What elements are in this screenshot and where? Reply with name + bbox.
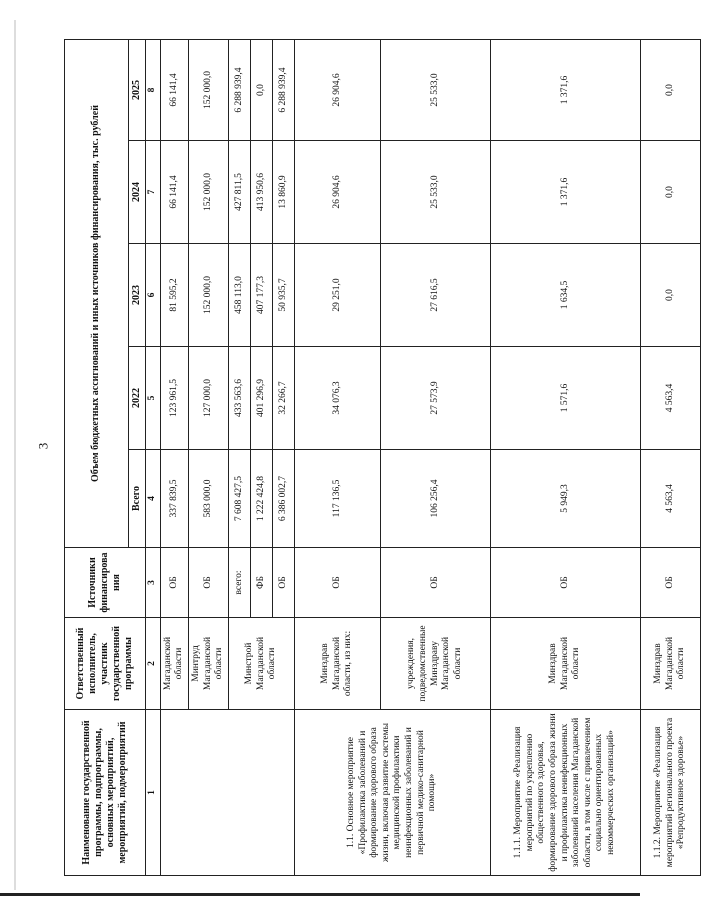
column-number-row — [146, 40, 161, 876]
row-name: 1.1. Основное мероприятие «Профилактика заболеваний и формирование здорового образа жизни, включая развитие системы медицинской профилактики неинфекционных заболеваний и первичной медико-санитарной помощи» — [294, 710, 490, 876]
col-number: 2 — [146, 618, 161, 710]
row-source: ОБ — [380, 548, 490, 618]
row-value: 1 371,6 — [490, 141, 640, 244]
row-value: 1 371,6 — [490, 40, 640, 141]
header-volume: Объем бюджетных ассигнований и иных источников финансирования, тыс. рублей — [65, 40, 129, 548]
table-row — [640, 40, 700, 876]
row-source: ФБ — [250, 548, 272, 618]
col-number: 7 — [146, 141, 161, 244]
table-row — [490, 40, 640, 876]
row-value: 27 616,5 — [380, 244, 490, 347]
row-value: 0,0 — [640, 244, 700, 347]
col-number: 1 — [146, 710, 161, 876]
row-responsible: Минздрав Магаданской области, из них: — [294, 618, 380, 710]
row-value: 433 563,6 — [228, 347, 250, 450]
bottom-rule — [0, 893, 640, 896]
row-source: ОБ — [160, 548, 188, 618]
row-value: 4 563,4 — [640, 347, 700, 450]
budget-table — [64, 39, 701, 876]
col-number: 4 — [146, 450, 161, 548]
col-number: 8 — [146, 40, 161, 141]
row-name: 1.1.2. Мероприятие «Реализация мероприятий регионального проекта «Репродуктивное здоровье» — [640, 710, 700, 876]
row-value: 0,0 — [640, 141, 700, 244]
row-value: 66 141,4 — [160, 40, 188, 141]
row-value: 0,0 — [250, 40, 272, 141]
header-total: Всего — [129, 450, 146, 548]
row-value: 458 113,0 — [228, 244, 250, 347]
row-value: 401 296,9 — [250, 347, 272, 450]
row-value: 337 839,5 — [160, 450, 188, 548]
row-value: 6 386 002,7 — [272, 450, 294, 548]
table-row — [160, 40, 188, 876]
row-value: 127 000,0 — [188, 347, 228, 450]
row-responsible: Минздрав Магаданской области — [640, 618, 700, 710]
row-value: 6 288 939,4 — [272, 40, 294, 141]
row-value: 117 136,5 — [294, 450, 380, 548]
table-row — [294, 40, 380, 876]
row-value: 1 222 424,8 — [250, 450, 272, 548]
row-value: 1 571,6 — [490, 347, 640, 450]
row-value: 123 961,5 — [160, 347, 188, 450]
row-value: 26 904,6 — [294, 141, 380, 244]
row-value: 0,0 — [640, 40, 700, 141]
row-value: 25 533,0 — [380, 40, 490, 141]
row-name: 1.1.1. Мероприятие «Реализация мероприятий по укреплению общественного здоровья, формирование здорового образа жизни и профилактика неинфекционных заболеваний населения Магаданской области, в том числе с привлечением социально ориентированных некоммерческих организаций» — [490, 710, 640, 876]
row-value: 50 935,7 — [272, 244, 294, 347]
row-value: 26 904,6 — [294, 40, 380, 141]
row-value: 152 000,0 — [188, 141, 228, 244]
page-number: 3 — [35, 442, 51, 450]
row-responsible: Магаданской области — [160, 618, 188, 710]
row-value: 106 256,4 — [380, 450, 490, 548]
row-value: 7 608 427,5 — [228, 450, 250, 548]
header-year: 2023 — [129, 244, 146, 347]
rotated-page — [64, 40, 687, 876]
header-name: Наименование государственной программы, подпрограммы, основных мероприятий, мероприятий, подмероприятий — [65, 710, 146, 876]
row-value: 413 950,6 — [250, 141, 272, 244]
row-value: 152 000,0 — [188, 244, 228, 347]
row-value: 29 251,0 — [294, 244, 380, 347]
row-value: 583 000,0 — [188, 450, 228, 548]
row-source: всего: — [228, 548, 250, 618]
row-source: ОБ — [272, 548, 294, 618]
row-source: ОБ — [294, 548, 380, 618]
row-responsible: Минстрой Магаданской области — [228, 618, 294, 710]
col-number: 6 — [146, 244, 161, 347]
header-responsible: Ответственный исполнитель, участник государственной программы — [65, 618, 146, 710]
row-value: 66 141,4 — [160, 141, 188, 244]
col-number: 3 — [146, 548, 161, 618]
row-value: 152 000,0 — [188, 40, 228, 141]
row-value: 407 177,3 — [250, 244, 272, 347]
header-sources: Источники финансирования — [65, 548, 146, 618]
row-value: 25 533,0 — [380, 141, 490, 244]
col-number: 5 — [146, 347, 161, 450]
row-source: ОБ — [640, 548, 700, 618]
row-value: 5 949,3 — [490, 450, 640, 548]
row-source: ОБ — [188, 548, 228, 618]
row-responsible: Минтруд Магаданской области — [188, 618, 228, 710]
row-value: 1 634,5 — [490, 244, 640, 347]
row-value: 34 076,3 — [294, 347, 380, 450]
row-responsible: учреждения, подведомственные Минздраву Магаданской области — [380, 618, 490, 710]
scan-edge — [14, 20, 16, 890]
row-value: 6 288 939,4 — [228, 40, 250, 141]
row-value: 32 266,7 — [272, 347, 294, 450]
row-value: 81 595,2 — [160, 244, 188, 347]
row-source: ОБ — [490, 548, 640, 618]
row-value: 13 860,9 — [272, 141, 294, 244]
row-value: 427 811,5 — [228, 141, 250, 244]
row-responsible: Минздрав Магаданской области — [490, 618, 640, 710]
row-value: 4 563,4 — [640, 450, 700, 548]
header-year: 2025 — [129, 40, 146, 141]
row-name — [160, 710, 294, 876]
row-value: 27 573,9 — [380, 347, 490, 450]
header-year: 2024 — [129, 141, 146, 244]
header-year: 2022 — [129, 347, 146, 450]
